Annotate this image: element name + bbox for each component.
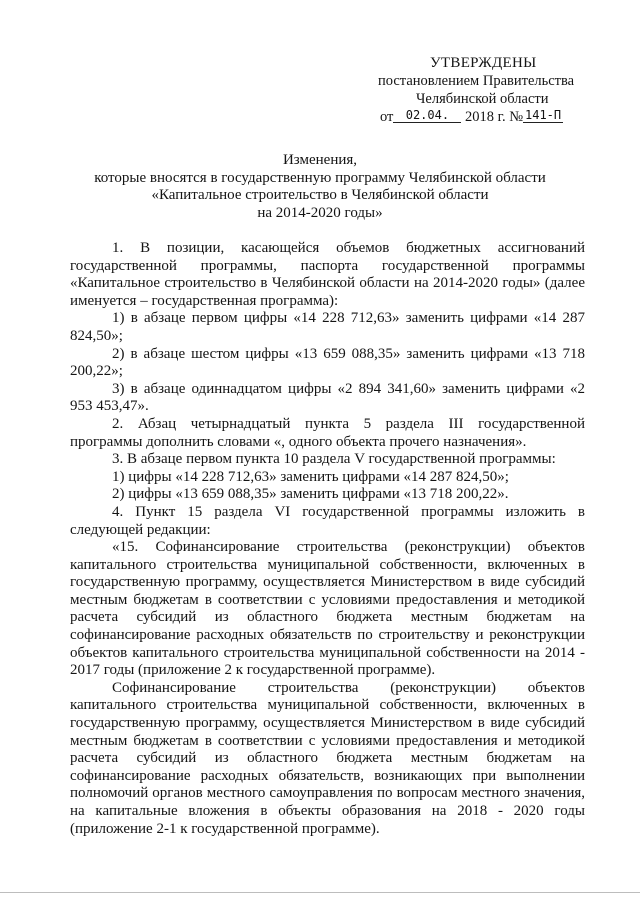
approval-line-region: Челябинской области	[416, 91, 549, 107]
paragraph-clause-15: «15. Софинансирование строительства (реконструкции) объектов капитального строительства муниципальной собственности, включенных в государственную программу, осуществляется Министерством в виде субсидий местным бюджетам в соответствии с условиями предоставления и методикой расчета субсидий из областного бюджета местным бюджетам на софинансирование расходных обязательств по строительству и реконструкции объектов капитального строительства муниципальной собственности на 2014 - 2017 годы (приложение 2 к государственной программе).	[70, 539, 585, 679]
document-body	[70, 240, 585, 838]
paragraph-item-3-2: 2) цифры «13 659 088,35» заменить цифрами «13 718 200,22».	[112, 486, 509, 503]
approval-line-government: постановлением Правительства	[378, 73, 575, 89]
heading-line-3: «Капитальное строительство в Челябинской области	[151, 187, 489, 203]
paragraph-item-4: 4. Пункт 15 раздела VI государственной программы изложить в следующей редакции:	[70, 503, 585, 538]
paragraph-item-1-2: 2) в абзаце шестом цифры «13 659 088,35» заменить цифрами «13 718 200,22»;	[70, 345, 585, 380]
paragraph-item-1-1: 1) в абзаце первом цифры «14 228 712,63» заменить цифрами «14 287 824,50»;	[70, 310, 585, 344]
paragraph-item-1: 1. В позиции, касающейся объемов бюджетных ассигнований государственной программы, паспорта государственной программы «Капитальное строительство в Челябинской области на 2014-2020 годы» (далее именуется – государственная программа):	[70, 240, 585, 309]
document-heading	[60, 152, 580, 222]
handwritten-number: 141-П	[525, 108, 562, 122]
page-bottom-rule	[0, 892, 640, 893]
heading-line-4: на 2014-2020 годы»	[257, 204, 383, 221]
paragraph-item-1-3: 3) в абзаце одиннадцатом цифры «2 894 341,60» заменить цифрами «2 953 453,47».	[70, 380, 585, 415]
approval-date-suffix: 2018 г. №	[465, 109, 524, 125]
handwritten-date: 02.04.	[393, 108, 461, 123]
paragraph-item-3-1: 1) цифры «14 228 712,63» заменить цифрами «14 287 824,50»;	[112, 468, 509, 485]
paragraph-cofinancing: Софинансирование строительства (реконструкции) объектов капитального строительства муниципальной собственности, включенных в государственную программу, осуществляется Министерством в виде субсидий местным бюджетам в соответствии с условиями предоставления и методикой расчета субсидий из областного бюджета местным бюджетам на софинансирование расходных обязательств, возникающих при выполнении полномочий органов местного самоуправления по вопросам местного значения, на капитальные вложения в объекты образования на 2018 - 2020 годы (приложение 2-1 к государственной программе).	[70, 679, 585, 837]
approval-title: УТВЕРЖДЕНЫ	[430, 55, 537, 71]
heading-line-2: которые вносятся в государственную программу Челябинской области	[94, 169, 546, 186]
approval-date-line	[370, 108, 600, 126]
approval-date-prefix: от	[380, 109, 394, 125]
paragraph-item-2: 2. Абзац четырнадцатый пункта 5 раздела III государственной программы дополнить словами «, одного объекта прочего назначения».	[70, 415, 585, 450]
paragraph-item-3: 3. В абзаце первом пункта 10 раздела V государственной программы:	[112, 451, 556, 468]
heading-line-1: Изменения,	[282, 152, 358, 168]
approval-stamp	[370, 54, 600, 126]
